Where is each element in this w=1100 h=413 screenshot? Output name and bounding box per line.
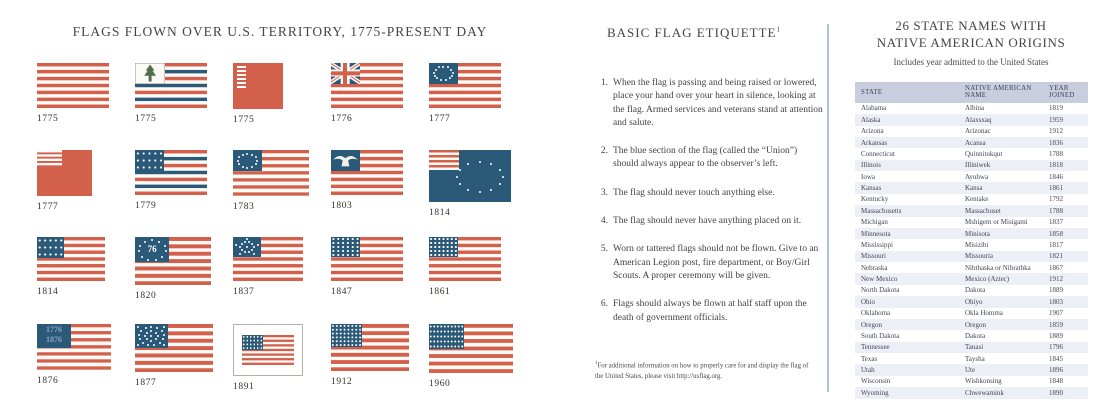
column-header-year-joined: YEAR JOINED [1043,82,1088,103]
native-name-cell: Kansa [959,182,1043,193]
flag-year-label: 1777 [429,114,451,124]
etiquette-item-number: 6. [600,299,608,310]
states-title-line1: 26 STATE NAMES WITH [895,18,1047,33]
column-header-native-name: NATIVE AMERICAN NAME [959,82,1043,103]
table-row [855,285,1088,296]
forty-eight-star-flag-illustration [331,324,409,371]
table-row [855,205,1088,216]
state-name-cell: Tennessee [855,342,959,353]
year-joined-cell: 1861 [1043,182,1088,193]
flag-year-label: 1779 [135,201,157,211]
table-header-row [855,82,1088,103]
etiquette-item-number: 1. [600,78,608,88]
flag-cell-grand-union-flag [331,63,429,150]
flag-year-label: 1912 [331,377,353,387]
year-joined-cell: 1859 [1043,319,1088,330]
state-name-cell: Oregon [855,319,959,330]
states-title-line2: NATIVE AMERICAN ORIGINS [876,34,1066,50]
etiquette-item-1 [595,77,823,130]
state-name-cell: Texas [861,354,878,363]
native-name-cell: Mexico (Aztec) [959,273,1043,284]
state-name-cell: Nebraska [861,263,888,272]
etiquette-title-footnote-marker: 1 [776,25,781,34]
native-name-cell: Chwewamink [959,387,1043,398]
year-joined-cell: 1912 [1049,127,1063,136]
year-joined-cell: 1819 [1049,104,1063,113]
etiquette-item-number: 5. [600,244,608,255]
table-row [855,387,1088,398]
eagle-canton-flag-illustration [331,150,403,195]
year-joined-cell: 1796 [1043,342,1088,353]
flag-year-label: 1783 [233,202,255,212]
flag-year-label: 1837 [233,287,255,297]
serapis-flag-illustration [135,150,207,195]
year-joined-cell: 1845 [1049,354,1063,363]
etiquette-item-text: Flags should always be flown at half staff upon the death of government officials. [613,299,807,323]
table-row [855,217,1088,228]
year-joined-cell: 1907 [1049,309,1063,318]
red-field-flag-illustration [233,63,283,109]
etiquette-item-6 [595,298,823,325]
native-name-cell: Minisota [959,228,1043,239]
red-striped-canton-flag-illustration [37,150,92,196]
native-name-cell: Albina [965,104,985,113]
table-row [855,239,1088,250]
year-joined-cell: 1821 [1043,251,1088,262]
medallion-star-flag-illustration [135,324,213,372]
year-joined-cell: 1803 [1043,296,1088,307]
flags-panel-title: FLAGS FLOWN OVER U.S. TERRITORY, 1775-PRESENT DAY [72,24,488,39]
table-row [855,194,1088,205]
panel-divider-rule [827,24,829,392]
state-name-cell: Kentucky [861,195,889,204]
year-joined-cell: 1889 [1049,331,1063,340]
state-name-cell: Illinois [855,160,959,171]
table-row [855,103,1088,114]
table-row [855,262,1088,273]
year-joined-cell: 1896 [1043,364,1088,375]
etiquette-list [595,77,823,325]
great-star-flag-illustration [233,237,303,281]
flag-year-label: 1777 [37,202,59,212]
flag-cell-thirty-four-star-flag [429,237,527,324]
etiquette-title: BASIC FLAG ETIQUETTE$^1$ [607,25,781,40]
table-row [855,171,1088,182]
state-name-cell: Ohio [855,296,959,307]
etiquette-item-2 [595,145,823,172]
state-name-cell: Wyoming [855,387,959,398]
state-name-cell: Minnesota [855,228,959,239]
year-joined-cell: 1912 [1043,273,1088,284]
year-joined-cell: 1788 [1049,149,1063,158]
year-joined-cell: 1818 [1043,160,1088,171]
state-name-cell: Oklahoma [861,309,891,318]
table-row [855,308,1088,319]
flag-cell-eagle-canton-flag [331,150,429,237]
native-name-cell: Wishkonsing [965,377,1002,386]
native-name-cell: Missouria [959,251,1043,262]
table-row [855,319,1088,330]
year-joined-cell: 1867 [1049,263,1063,272]
etiquette-item-text: The flag should never have anything placed on it. [613,216,802,227]
canton-text-76: 76 [147,244,157,254]
native-name-cell: Tanasi [959,342,1043,353]
native-name-cell: Okla Homma [965,309,1003,318]
native-name-cell: Massachuset [959,205,1043,216]
twenty-nine-star-flag-illustration [331,237,403,281]
flag-cell-bennington-76-flag [135,237,233,324]
flag-cell-striped-rebellion-flag [37,63,135,150]
year-joined-cell: 1817 [1049,240,1063,249]
flag-cell-centennial-flag [37,324,135,411]
year-joined-cell: 1890 [1043,387,1088,398]
native-name-cell: Ute [959,364,1043,375]
states-panel [842,0,1100,413]
state-name-cell: Kansas [855,182,959,193]
native-name-cell: Alaxsxaq [959,114,1043,125]
native-name-cell: Misizibi [965,240,989,249]
canton-text-1876: 1876 [46,334,63,344]
year-joined-cell: 1959 [1043,114,1088,125]
native-name-cell: Dakota [965,331,986,340]
year-joined-cell: 1788 [1043,205,1088,216]
thirteen-star-circle-flag-illustration [233,150,309,196]
flag-cell-great-star-flag [233,237,331,324]
etiquette-item-text: When the flag is passing and being raised or lowered, place your hand over your heart in silence, looking at the flag. Armed services and veterans stand at attention and salute. [613,78,823,128]
state-name-cell: Mississippi [861,240,893,249]
table-row [855,160,1088,171]
state-name-cell: Alabama [861,104,887,113]
bordered-parade-flag-illustration [233,324,303,376]
year-joined-cell: 1889 [1049,286,1063,295]
flag-cell-serapis-flag [135,150,233,237]
state-name-cell: Arkansas [855,137,959,148]
etiquette-item-4 [595,215,823,228]
flag-year-label: 1820 [135,291,157,301]
flag-year-label: 1891 [233,382,255,392]
native-name-cell: Quinnitukqut [965,149,1003,158]
flag-cell-fifteen-star-flag [37,237,135,324]
etiquette-item-text: Worn or tattered flags should not be flown. Give to an American Legion post, fire department, or Boy/Girl Scouts. A proper ceremony will be given. [613,244,819,281]
table-row [855,182,1088,193]
etiquette-footnote: $^1$For additional information on how to properly care for and display the flag of the United States, please visit http://usflag.org. [595,361,809,380]
etiquette-item-5 [595,243,823,283]
etiquette-item-number: 3. [600,187,608,198]
flag-cell-thirteen-star-circle-flag [233,150,331,237]
flag-cell-fifty-star-flag [429,324,527,411]
state-name-cell: Iowa [861,172,875,181]
state-name-cell: Missouri [855,251,959,262]
flag-year-label: 1876 [37,376,59,386]
state-origins-table [855,82,1088,399]
state-name-cell: South Dakota [861,331,900,340]
etiquette-item-text: The flag should never touch anything else. [613,187,775,198]
fifty-star-flag-illustration [429,324,513,373]
flag-year-label: 1861 [429,287,451,297]
state-name-cell: Alaska [855,114,959,125]
table-row [855,330,1088,341]
flag-year-label: 1775 [37,114,59,124]
flag-year-label: 1776 [331,114,353,124]
states-panel-subtitle: Includes year admitted to the United States [893,56,1049,67]
flag-cell-twenty-nine-star-flag [331,237,429,324]
striped-rebellion-flag-illustration [37,63,109,108]
state-name-cell: Massachusetts [855,205,959,216]
flag-grid [37,63,560,411]
flag-cell-forty-eight-star-flag [331,324,429,411]
year-joined-cell: 1858 [1043,228,1088,239]
state-name-cell: Utah [855,364,959,375]
betsy-ross-flag-illustration [429,63,501,108]
native-name-cell: Ayuhwa [965,172,989,181]
table-row [855,228,1088,239]
flag-cell-pine-tree-flag [135,63,233,150]
table-row [855,114,1088,125]
native-name-cell: Kentake [965,195,989,204]
flag-year-label: 1775 [135,114,157,124]
table-row [855,137,1088,148]
table-row [855,126,1088,137]
table-row [855,376,1088,387]
flag-year-label: 1814 [429,208,451,218]
table-row [855,342,1088,353]
column-header-state: STATE [855,82,959,103]
year-joined-cell: 1792 [1049,195,1063,204]
table-row [855,273,1088,284]
native-name-cell: Nibthaska or Nibrathka [965,263,1031,272]
state-name-cell: Connecticut [861,149,895,158]
bennington-76-flag-illustration [135,237,211,285]
native-name-cell: Dakota [965,286,986,295]
year-joined-cell: 1836 [1043,137,1088,148]
native-name-cell: Oregon [959,319,1043,330]
native-name-cell: Illiniwek [959,160,1043,171]
flag-cell-betsy-ross-flag [429,63,527,150]
state-name-cell: New Mexico [855,273,959,284]
native-name-cell: Mshigem or Misigami [965,218,1028,227]
flag-cell-medallion-star-flag [135,324,233,411]
table-row [855,353,1088,364]
native-name-cell: Acansa [959,137,1043,148]
year-joined-cell: 1848 [1049,377,1063,386]
footnote-marker: 1 [595,361,598,366]
canton-text-1776: 1776 [46,325,63,334]
state-name-cell: North Dakota [861,286,900,295]
etiquette-panel [565,0,823,413]
flag-year-label: 1775 [233,115,255,125]
etiquette-item-number: 4. [600,216,608,227]
flag-year-label: 1803 [331,201,353,211]
flag-year-label: 1814 [37,287,59,297]
native-name-cell: Ohiyo [959,296,1043,307]
etiquette-item-3 [595,187,823,200]
flag-cell-red-field-flag [233,63,331,150]
year-joined-cell: 1846 [1049,172,1063,181]
state-name-cell: Michigan [861,218,888,227]
states-panel-title [842,18,1100,52]
state-name-cell: Arizona [861,127,884,136]
grand-union-flag-illustration [331,63,403,108]
table-row [855,148,1088,159]
etiquette-item-text: The blue section of the flag (called the “Union”) should always appear to the observer’s left. [613,146,798,170]
table-row [855,296,1088,307]
flag-cell-bordered-parade-flag [233,324,331,411]
thirty-four-star-flag-illustration [429,237,501,281]
state-name-cell: Wisconsin [861,377,891,386]
pine-tree-flag-illustration [135,63,207,108]
fifteen-star-flag-illustration [37,237,105,281]
year-joined-cell: 1837 [1049,218,1063,227]
centennial-flag-illustration [37,324,111,370]
easton-flag-illustration [429,150,511,202]
flag-cell-easton-flag [429,150,527,237]
native-name-cell: Arizonac [965,127,991,136]
flag-cell-red-striped-canton-flag [37,150,135,237]
flag-year-label: 1960 [429,379,451,389]
flag-year-label: 1847 [331,287,353,297]
table-row [855,251,1088,262]
table-row [855,364,1088,375]
native-name-cell: Taysha [965,354,985,363]
flag-year-label: 1877 [135,378,157,388]
etiquette-item-number: 2. [600,146,608,157]
